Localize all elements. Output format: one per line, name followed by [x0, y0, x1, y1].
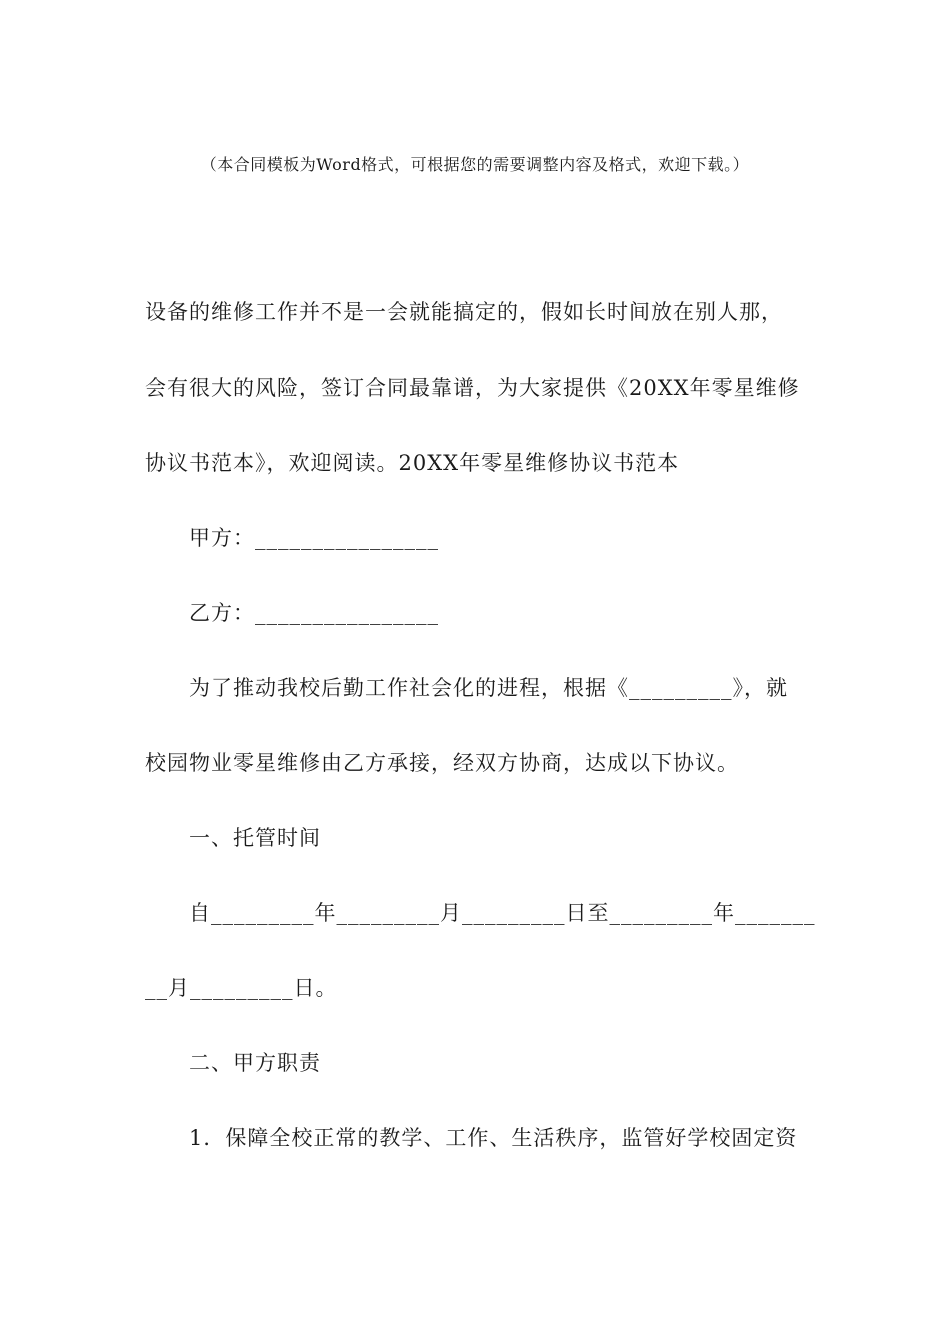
paragraph-line-2: 会有很大的风险，签订合同最靠谱，为大家提供《20XX年零星维修	[145, 376, 800, 400]
paragraph-line-1: 设备的维修工作并不是一会就能搞定的，假如长时间放在别人那，	[145, 300, 783, 324]
paragraph-line-5: 校园物业零星维修由乙方承接，经双方协商，达成以下协议。	[145, 751, 739, 775]
party-b-line: 乙方：________________	[189, 601, 439, 625]
paragraph-line-3: 协议书范本》，欢迎阅读。20XX年零星维修协议书范本	[145, 451, 680, 475]
paragraph-line-4: 为了推动我校后勤工作社会化的进程，根据《_________》，就	[189, 676, 788, 700]
section-heading-2: 二、甲方职责	[189, 1051, 321, 1075]
date-range-line-1: 自_________年_________月_________日至_________年_______	[189, 901, 816, 925]
party-a-line: 甲方：________________	[189, 526, 439, 550]
template-note: （本合同模板为Word格式，可根据您的需要调整内容及格式，欢迎下载。）	[200, 155, 750, 174]
date-range-line-2: __月_________日。	[145, 976, 338, 1000]
section-heading-1: 一、托管时间	[189, 826, 321, 850]
list-item-1: 1．保障全校正常的教学、工作、生活秩序，监管好学校固定资	[189, 1126, 798, 1150]
